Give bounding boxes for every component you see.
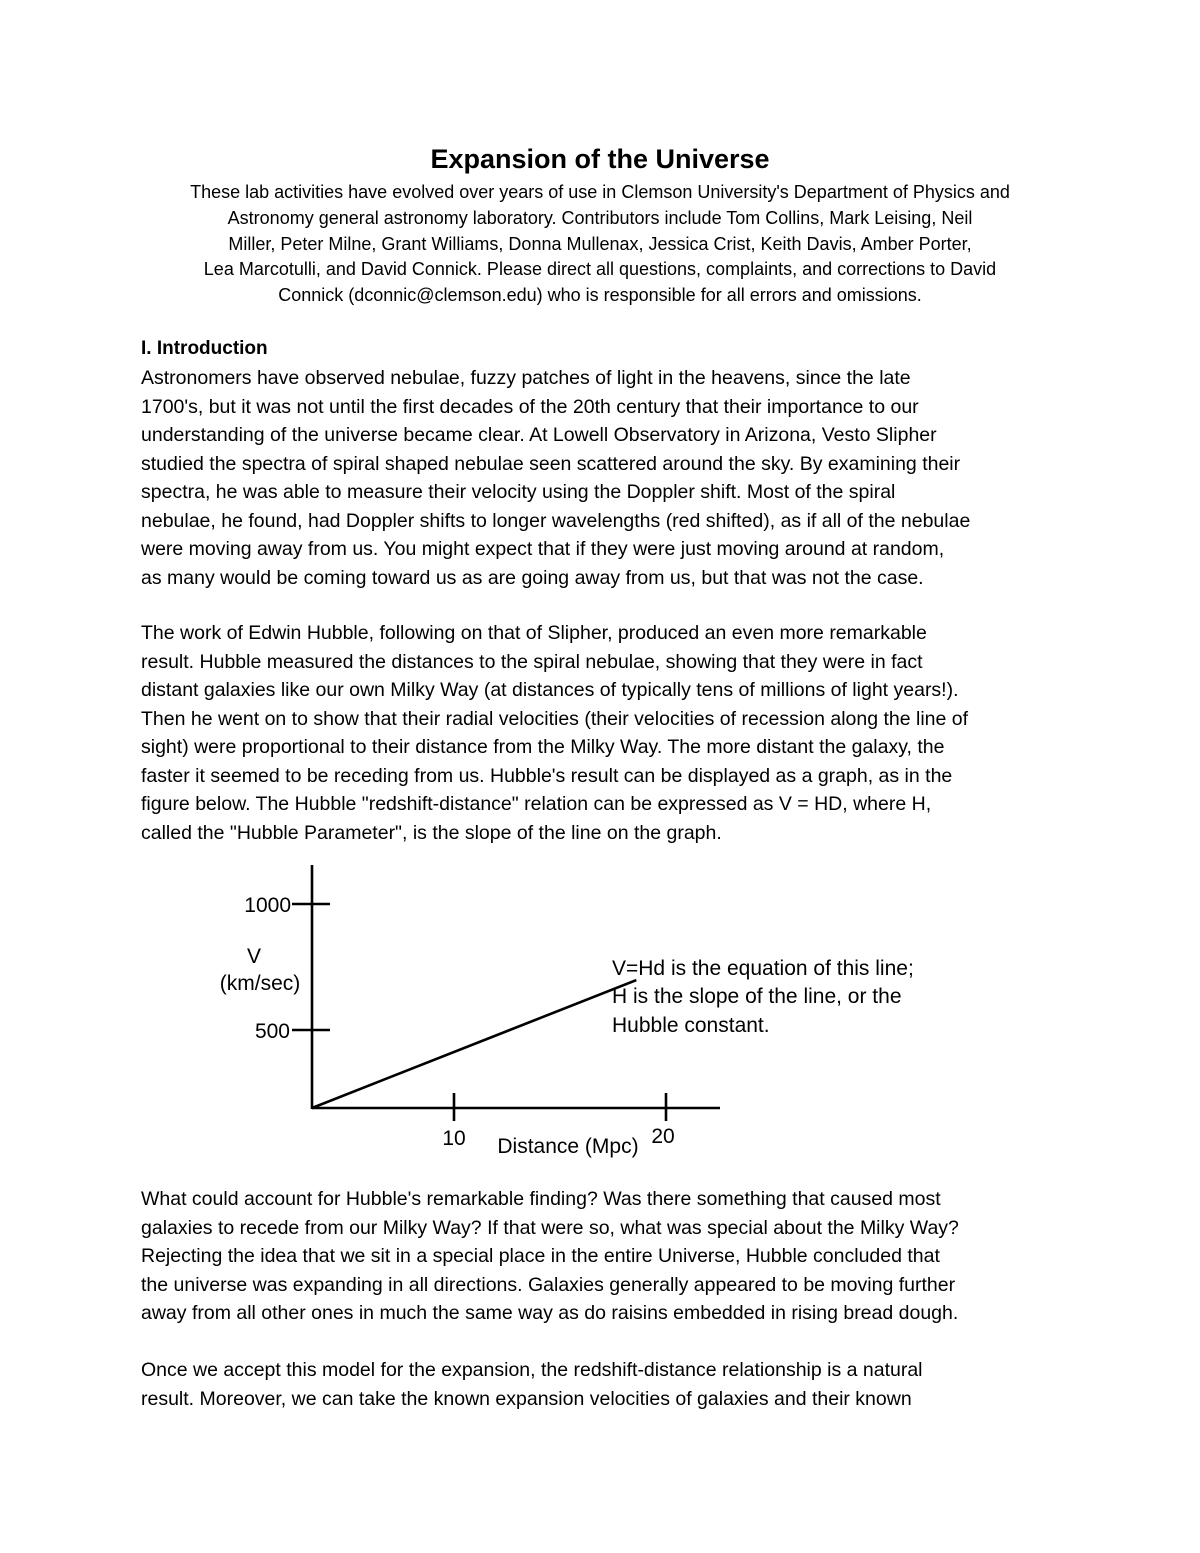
annotation-line: H is the slope of the line, or the (612, 985, 902, 1008)
section-heading-introduction: I. Introduction (141, 338, 268, 359)
hubble-law-line (312, 980, 636, 1108)
x-tick-label-10: 10 (442, 1127, 466, 1150)
x-axis-label: Distance (Mpc) (497, 1135, 639, 1158)
paragraph-line: What could account for Hubble's remarkable finding? Was there something that caused most (141, 1188, 941, 1210)
credits-line: Astronomy general astronomy laboratory. Contributors include Tom Collins, Mark Leising, Neil (227, 207, 973, 228)
paragraph-line: The work of Edwin Hubble, following on that of Slipher, produced an even more remarkable (141, 622, 927, 644)
paragraph-line: faster it seemed to be receding from us. Hubble's result can be displayed as a graph, as in the (141, 764, 953, 787)
paragraph-line: called the "Hubble Parameter", is the slope of the line on the graph. (141, 821, 722, 844)
credits-line: These lab activities have evolved over years of use in Clemson University's Department of Physics and (190, 182, 1010, 202)
y-axis-label-v: V (246, 945, 262, 968)
paragraph-hubble-work (141, 619, 1081, 847)
credits-line: Connick (dconnic@clemson.edu) who is responsible for all errors and omissions. (278, 285, 922, 306)
paragraph-line: as many would be coming toward us as are going away from us, but that was not the case. (141, 566, 924, 589)
paragraph-line: understanding of the universe became clear. At Lowell Observatory in Arizona, Vesto Slipher (141, 424, 937, 446)
paragraph-line: Once we accept this model for the expansion, the redshift-distance relationship is a natural (141, 1359, 923, 1381)
paragraph-line: result. Hubble measured the distances to the spiral nebulae, showing that they were in fact (141, 650, 923, 673)
paragraph-line: were moving away from us. You might expect that if they were just moving around at random, (141, 538, 945, 560)
paragraph-line: figure below. The Hubble "redshift-distance" relation can be expressed as V = HD, where H, (141, 793, 932, 815)
paragraph-line: nebulae, he found, had Doppler shifts to longer wavelengths (red shifted), as if all of the nebulae (141, 509, 971, 532)
annotation-line: V=Hd is the equation of this line; (612, 957, 914, 980)
paragraph-line: distant galaxies like our own Milky Way (at distances of typically tens of millions of light years!). (141, 679, 959, 701)
paragraph-intro-1 (141, 364, 1081, 592)
paragraph-line: Rejecting the idea that we sit in a special place in the entire Universe, Hubble concluded that (141, 1245, 940, 1267)
annotation-line: Hubble constant. (612, 1014, 770, 1037)
credits-line: Lea Marcotulli, and David Connick. Please direct all questions, complaints, and corrections to David (203, 259, 997, 280)
paragraph-line: galaxies to recede from our Milky Way? If that were so, what was special about the Milky Way? (141, 1216, 959, 1239)
paragraph-line: 1700's, but it was not until the first decades of the 20th century that their importance to our (141, 395, 919, 418)
y-axis-label-units: (km/sec) (219, 972, 301, 995)
paragraph-line: spectra, he was able to measure their velocity using the Doppler shift. Most of the spiral (141, 481, 896, 503)
paragraph-line: Astronomers have observed nebulae, fuzzy patches of light in the heavens, since the late (141, 367, 911, 389)
paragraph-expansion-model (141, 1356, 1081, 1413)
x-tick-label-20: 20 (651, 1125, 675, 1148)
credits-block (140, 180, 1060, 309)
credits-line: Miller, Peter Milne, Grant Williams, Donna Mullenax, Jessica Crist, Keith Davis, Amber Porter, (228, 233, 972, 254)
paragraph-line: sight) were proportional to their distance from the Milky Way. The more distant the galaxy, the (141, 736, 945, 758)
paragraph-line: Then he went on to show that their radial velocities (their velocities of recession along the line of (141, 707, 969, 730)
hubble-diagram-figure (200, 855, 914, 1165)
paragraph-line: the universe was expanding in all directions. Galaxies generally appeared to be moving further (141, 1273, 956, 1296)
paragraph-hubble-finding (141, 1185, 1081, 1328)
y-tick-label-500: 500 (254, 1020, 290, 1043)
page-title: Expansion of the Universe (430, 144, 770, 174)
hubble-diagram-chart (200, 855, 914, 1165)
paragraph-line: result. Moreover, we can take the known expansion velocities of galaxies and their known (141, 1387, 912, 1410)
paragraph-line: away from all other ones in much the same way as do raisins embedded in rising bread dough. (141, 1302, 959, 1324)
paragraph-line: studied the spectra of spiral shaped nebulae seen scattered around the sky. By examining their (141, 452, 961, 475)
y-tick-label-1000: 1000 (244, 894, 291, 917)
